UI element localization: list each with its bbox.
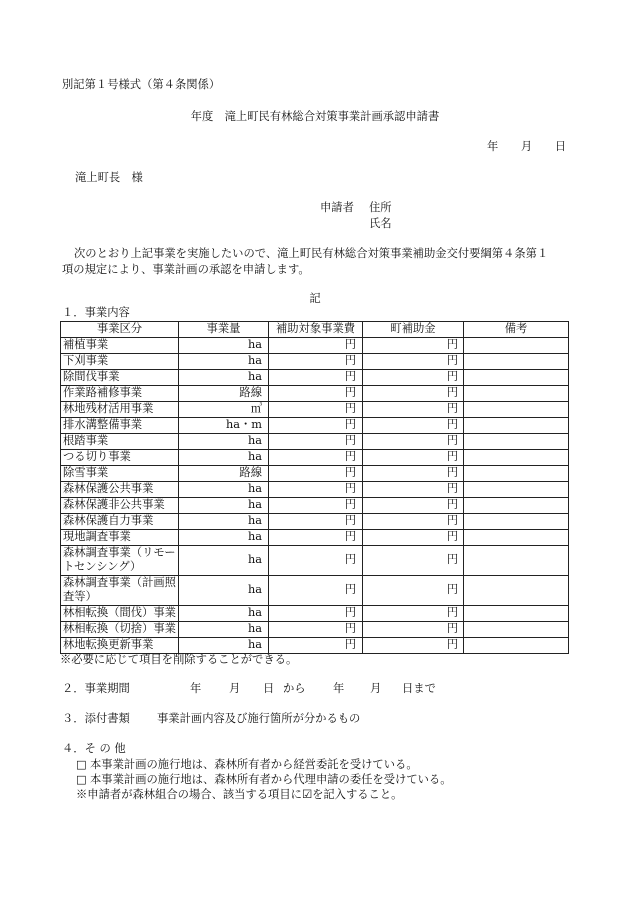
- cell-remarks: [464, 369, 569, 385]
- cell-quantity: ha: [179, 433, 269, 449]
- cell-quantity: ha・m: [179, 417, 269, 433]
- cell-eligible-cost: 円: [269, 513, 363, 529]
- cell-category: 除雪事業: [61, 465, 179, 481]
- cell-town-subsidy: 円: [363, 417, 464, 433]
- table-row: [61, 369, 569, 385]
- ki-heading: 記: [309, 292, 321, 305]
- cell-eligible-cost: 円: [269, 337, 363, 353]
- table-row: [61, 417, 569, 433]
- cell-category: 作業路補修事業: [61, 385, 179, 401]
- cell-quantity: ha: [179, 605, 269, 621]
- cell-town-subsidy: 円: [363, 401, 464, 417]
- cell-town-subsidy: 円: [363, 337, 464, 353]
- header-town-subsidy: 町補助金: [363, 322, 464, 338]
- period-from-year: 年: [190, 682, 202, 695]
- period-from-day: 日: [263, 682, 275, 695]
- cell-eligible-cost: 円: [269, 385, 363, 401]
- checkbox-management-entrustment[interactable]: □: [76, 758, 87, 771]
- cell-quantity: 路線: [179, 385, 269, 401]
- cell-category: 林地転換更新事業: [61, 637, 179, 653]
- cell-quantity: 路線: [179, 465, 269, 481]
- cell-town-subsidy: 円: [363, 449, 464, 465]
- table-row: [61, 529, 569, 545]
- cell-eligible-cost: 円: [269, 417, 363, 433]
- body-text-line-2: 項の規定により、事業計画の承認を申請します。: [62, 263, 310, 276]
- cell-town-subsidy: 円: [363, 605, 464, 621]
- period-to-day: 日まで: [402, 682, 436, 695]
- table-header-row: [61, 322, 569, 338]
- cell-quantity: ha: [179, 337, 269, 353]
- header-eligible-cost: 補助対象事業費: [269, 322, 363, 338]
- header-category: 事業区分: [61, 322, 179, 338]
- cell-quantity: ha: [179, 353, 269, 369]
- cell-town-subsidy: 円: [363, 497, 464, 513]
- section-4-note: ※申請者が森林組合の場合、該当する項目に☑を記入すること。: [76, 788, 403, 801]
- table-row: [61, 465, 569, 481]
- table-row: [61, 605, 569, 621]
- cell-town-subsidy: 円: [363, 513, 464, 529]
- table-row: [61, 401, 569, 417]
- cell-quantity: ha: [179, 513, 269, 529]
- table-row: [61, 353, 569, 369]
- cell-quantity: ha: [179, 545, 269, 575]
- cell-remarks: [464, 401, 569, 417]
- cell-town-subsidy: 円: [363, 369, 464, 385]
- table-row: [61, 385, 569, 401]
- cell-eligible-cost: 円: [269, 449, 363, 465]
- cell-eligible-cost: 円: [269, 605, 363, 621]
- cell-eligible-cost: 円: [269, 637, 363, 653]
- cell-eligible-cost: 円: [269, 353, 363, 369]
- table-row: [61, 433, 569, 449]
- table-row: [61, 621, 569, 637]
- table-row: [61, 513, 569, 529]
- cell-town-subsidy: 円: [363, 545, 464, 575]
- cell-town-subsidy: 円: [363, 575, 464, 605]
- cell-quantity: ha: [179, 621, 269, 637]
- cell-remarks: [464, 353, 569, 369]
- cell-eligible-cost: 円: [269, 545, 363, 575]
- cell-category: 除間伐事業: [61, 369, 179, 385]
- cell-remarks: [464, 385, 569, 401]
- cell-category: 森林調査事業（計画照査等）: [61, 575, 179, 605]
- cell-remarks: [464, 417, 569, 433]
- page-title: 年度 滝上町民有林総合対策事業計画承認申請書: [190, 110, 440, 123]
- cell-category: 補植事業: [61, 337, 179, 353]
- table-row: [61, 637, 569, 653]
- table-row: [61, 337, 569, 353]
- table-row: [61, 575, 569, 605]
- cell-town-subsidy: 円: [363, 385, 464, 401]
- cell-quantity: ha: [179, 497, 269, 513]
- period-from-month: 月: [229, 682, 241, 695]
- cell-remarks: [464, 637, 569, 653]
- cell-town-subsidy: 円: [363, 621, 464, 637]
- period-from-word: から: [283, 682, 306, 695]
- section-1-heading: １．事業内容: [62, 306, 130, 319]
- header-remarks: 備考: [464, 322, 569, 338]
- cell-town-subsidy: 円: [363, 481, 464, 497]
- cell-town-subsidy: 円: [363, 637, 464, 653]
- application-date: 年 月 日: [487, 140, 567, 153]
- cell-town-subsidy: 円: [363, 353, 464, 369]
- cell-remarks: [464, 575, 569, 605]
- applicant-address-label: 住所: [369, 201, 392, 214]
- project-content-table: [60, 321, 569, 654]
- cell-category: 林相転換（切捨）事業: [61, 621, 179, 637]
- cell-category: 林地残材活用事業: [61, 401, 179, 417]
- cell-category: 根踏事業: [61, 433, 179, 449]
- cell-remarks: [464, 605, 569, 621]
- section-3-heading: ３．添付書類: [62, 712, 130, 725]
- addressee: 滝上町長 様: [75, 171, 143, 184]
- cell-category: 森林保護公共事業: [61, 481, 179, 497]
- period-to-month: 月: [370, 682, 382, 695]
- cell-eligible-cost: 円: [269, 575, 363, 605]
- cell-category: 現地調査事業: [61, 529, 179, 545]
- cell-remarks: [464, 449, 569, 465]
- cell-eligible-cost: 円: [269, 481, 363, 497]
- cell-eligible-cost: 円: [269, 497, 363, 513]
- cell-category: 下刈事業: [61, 353, 179, 369]
- table-note: ※必要に応じて項目を削除することができる。: [60, 653, 298, 666]
- cell-eligible-cost: 円: [269, 621, 363, 637]
- cell-town-subsidy: 円: [363, 465, 464, 481]
- applicant-label: 申請者: [320, 201, 354, 214]
- section-2-heading: ２．事業期間: [62, 682, 130, 695]
- table-row: [61, 545, 569, 575]
- cell-quantity: ha: [179, 529, 269, 545]
- cell-remarks: [464, 621, 569, 637]
- attachment-description: 事業計画内容及び施行箇所が分かるもの: [157, 712, 361, 725]
- form-number: 別記第１号様式（第４条関係）: [62, 78, 221, 91]
- cell-remarks: [464, 481, 569, 497]
- applicant-name-label: 氏名: [369, 217, 392, 230]
- cell-category: 排水溝整備事業: [61, 417, 179, 433]
- cell-eligible-cost: 円: [269, 401, 363, 417]
- cell-category: 森林保護自力事業: [61, 513, 179, 529]
- cell-quantity: ha: [179, 369, 269, 385]
- checkbox-label-management-entrustment: 本事業計画の施行地は、森林所有者から経営委託を受けている。: [90, 758, 418, 771]
- cell-quantity: ㎥: [179, 401, 269, 417]
- body-text-line-1: 次のとおり上記事業を実施したいので、滝上町民有林総合対策事業補助金交付要綱第４条第１: [74, 247, 549, 260]
- period-to-year: 年: [333, 682, 345, 695]
- cell-quantity: ha: [179, 637, 269, 653]
- table-row: [61, 481, 569, 497]
- cell-eligible-cost: 円: [269, 465, 363, 481]
- cell-remarks: [464, 545, 569, 575]
- cell-category: つる切り事業: [61, 449, 179, 465]
- checkbox-proxy-application[interactable]: □: [76, 773, 87, 786]
- cell-eligible-cost: 円: [269, 369, 363, 385]
- cell-remarks: [464, 337, 569, 353]
- cell-town-subsidy: 円: [363, 433, 464, 449]
- cell-eligible-cost: 円: [269, 433, 363, 449]
- cell-remarks: [464, 433, 569, 449]
- table-row: [61, 449, 569, 465]
- checkbox-label-proxy-application: 本事業計画の施行地は、森林所有者から代理申請の委任を受けている。: [90, 773, 452, 786]
- cell-town-subsidy: 円: [363, 529, 464, 545]
- cell-remarks: [464, 529, 569, 545]
- cell-remarks: [464, 465, 569, 481]
- header-quantity: 事業量: [179, 322, 269, 338]
- cell-category: 林相転換（間伐）事業: [61, 605, 179, 621]
- cell-remarks: [464, 513, 569, 529]
- table-row: [61, 497, 569, 513]
- cell-eligible-cost: 円: [269, 529, 363, 545]
- cell-remarks: [464, 497, 569, 513]
- cell-quantity: ha: [179, 449, 269, 465]
- cell-quantity: ha: [179, 481, 269, 497]
- cell-category: 森林調査事業（リモートセンシング）: [61, 545, 179, 575]
- cell-category: 森林保護非公共事業: [61, 497, 179, 513]
- cell-quantity: ha: [179, 575, 269, 605]
- table-body: [61, 337, 569, 653]
- section-4-heading: ４．そ の 他: [62, 742, 126, 755]
